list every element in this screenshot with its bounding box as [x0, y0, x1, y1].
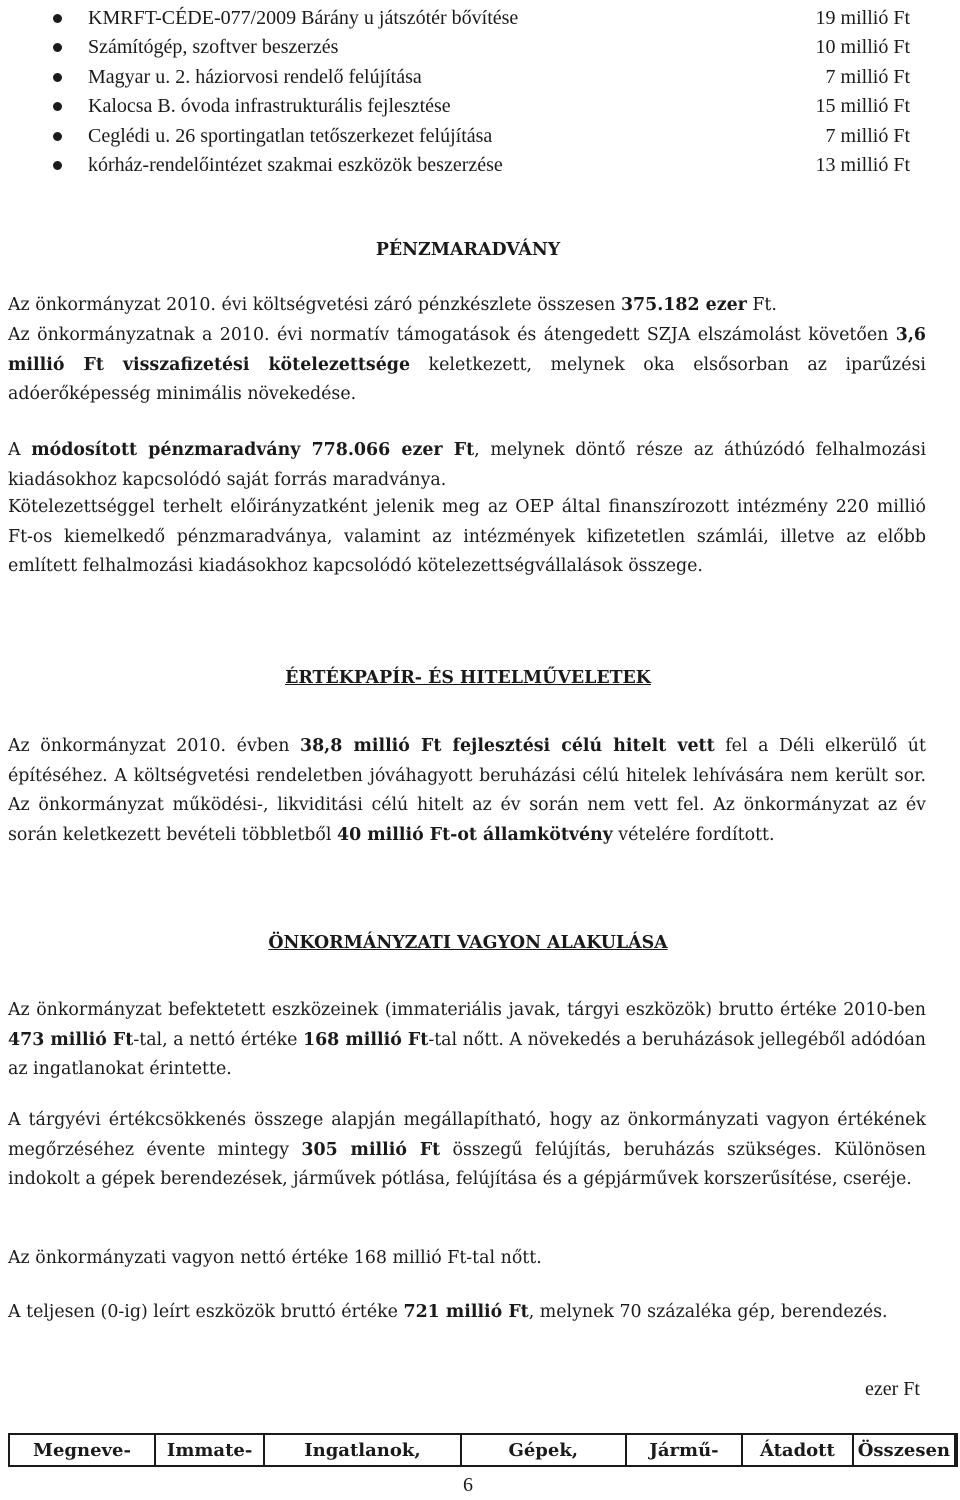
list-item-label: Számítógép, szoftver beszerzés: [88, 36, 339, 59]
table-header-cell: Gépek,: [461, 1434, 626, 1466]
paragraph: Az önkormányzati vagyon nettó értéke 168 millió Ft-tal nőtt.: [8, 1248, 542, 1268]
text-run: -tal, a nettó értéke: [133, 1029, 303, 1050]
text-run: Az önkormányzatnak a 2010. évi normatív támogatások és átengedett SZJA elszámolást követően: [8, 325, 896, 345]
table-unit-label: ezer Ft: [865, 1378, 920, 1400]
table-header-cell: Átadott: [742, 1434, 853, 1466]
list-item-label: Magyar u. 2. háziorvosi rendelő felújítása: [88, 65, 422, 88]
text-run: , melynek döntő része az áthúzódó felhalmozási kiadásokhoz kapcsolódó saját forrás maradványa.: [8, 440, 927, 490]
table-header-cell: Összesen: [853, 1434, 956, 1466]
section-title-ertekpapir: ÉRTÉKPAPÍR- ÉS HITELMŰVELETEK: [285, 668, 651, 688]
list-item-amount: 7 millió Ft: [825, 65, 910, 88]
list-item-amount: 15 millió Ft: [815, 95, 910, 118]
list-item-label: kórház-rendelőintézet szakmai eszközök beszerzése: [88, 153, 503, 176]
emphasis-text: 40 millió Ft-ot államkötvény: [337, 824, 613, 845]
list-item: [50, 63, 910, 92]
text-run: A tárgyévi értékcsökkenés összege alapján megállapítható, hogy az önkormányzati vagyon értékének megőrzéséhez évente mintegy: [8, 1110, 926, 1160]
list-item-amount: 7 millió Ft: [825, 124, 910, 147]
list-item: [50, 122, 910, 151]
text-run: Az önkormányzat 2010. évi költségvetési záró pénzkészlete összesen: [8, 295, 621, 315]
text-run: Ft.: [746, 295, 777, 315]
list-item: [50, 151, 910, 180]
text-run: összegű felújítás, beruházás szükséges. Különösen indokolt a gépek berendezések, járművek pótlása, felújítása és a gépjárművek korszerűsítése, cseréje.: [8, 1139, 926, 1189]
emphasis-text: 3,6 millió Ft visszafizetési kötelezettsége: [8, 325, 926, 375]
list-item-label: Kalocsa B. óvoda infrastrukturális fejlesztése: [88, 95, 451, 118]
bullet-icon: [53, 132, 62, 141]
list-item-amount: 10 millió Ft: [815, 36, 910, 59]
paragraph: Kötelezettséggel terhelt előirányzatként jelenik meg az OEP által finanszírozott intézmény 220 millió Ft-os kiemelkedő pénzmaradványa, valamint az intézmények kifizetetlen számlái, illetve az előbb említett felhalmozási kiadásokhoz kapcsolódó kötelezettségvállalások összege.: [8, 497, 926, 576]
list-item-amount: 13 millió Ft: [815, 153, 910, 176]
list-item: [50, 4, 910, 33]
emphasis-text: 168 millió Ft: [302, 1029, 429, 1050]
text-run: A: [8, 440, 32, 460]
table-header-cell: Megneve-: [9, 1434, 155, 1466]
page-number: 6: [463, 1474, 473, 1496]
bullet-icon: [53, 73, 62, 82]
bullet-icon: [53, 14, 62, 23]
text-run: fel a Déli elkerülő út építéséhez. A költségvetési rendeletben jóváhagyott beruházási célú hitelek lehívására nem került sor. Az önkormányzat működési-, likviditási célú hitelt az év során nem vett fel. Az önkormányzat az év során keletkezett bevételi többletből: [8, 736, 926, 845]
asset-table: [8, 1433, 958, 1467]
section-title-penzmaradvany: PÉNZMARADVÁNY: [375, 240, 561, 260]
emphasis-text: 305 millió Ft: [301, 1139, 441, 1160]
text-run: keletkezett, melynek oka elsősorban az iparűzési adóerőképesség minimális növekedése.: [8, 354, 926, 404]
paragraph: [8, 1298, 926, 1328]
paragraph: [8, 1106, 926, 1195]
table-header-cell: Jármű-: [626, 1434, 742, 1466]
investment-list: [50, 4, 910, 180]
emphasis-text: 721 millió Ft: [403, 1302, 529, 1322]
list-item-label: KMRFT-CÉDE-077/2009 Bárány u játszótér bővítése: [88, 7, 519, 29]
bullet-icon: [53, 102, 62, 111]
table-header-cell: Immate-: [155, 1434, 264, 1466]
paragraph: [8, 321, 926, 410]
emphasis-text: 38,8 millió Ft fejlesztési célú hitelt vett: [299, 736, 715, 756]
paragraph: [8, 732, 926, 850]
table-header-cell: Ingatlanok,: [264, 1434, 460, 1466]
bullet-icon: [53, 43, 62, 52]
text-run: Az önkormányzat 2010. évben: [8, 736, 300, 756]
text-run: Az önkormányzat befektetett eszközeinek (immateriális javak, tárgyi eszközök) brutto értéke 2010-ben: [8, 1000, 926, 1020]
list-item: [50, 33, 910, 62]
bullet-icon: [53, 161, 62, 170]
section-title-vagyon: ÖNKORMÁNYZATI VAGYON ALAKULÁSA: [268, 933, 668, 953]
list-item: [50, 92, 910, 121]
list-item-label: Ceglédi u. 26 sportingatlan tetőszerkezet felújítása: [88, 124, 493, 147]
paragraph: [8, 996, 926, 1085]
text-run: vételére fordított.: [612, 824, 775, 845]
emphasis-text: módosított pénzmaradvány 778.066 ezer Ft: [31, 440, 475, 460]
table-header-row: [9, 1434, 956, 1466]
text-run: A teljesen (0-ig) leírt eszközök bruttó értéke: [8, 1302, 404, 1322]
paragraph: [8, 436, 926, 495]
emphasis-text: 375.182 ezer: [620, 295, 747, 315]
emphasis-text: 473 millió Ft: [8, 1029, 134, 1050]
list-item-amount: 19 millió Ft: [815, 7, 910, 29]
text-run: -tal nőtt. A növekedés a beruházások jellegéből adódóan az ingatlanokat érintette.: [8, 1029, 927, 1079]
text-run: , melynek 70 százaléka gép, berendezés.: [528, 1302, 888, 1322]
paragraph: [8, 291, 926, 321]
